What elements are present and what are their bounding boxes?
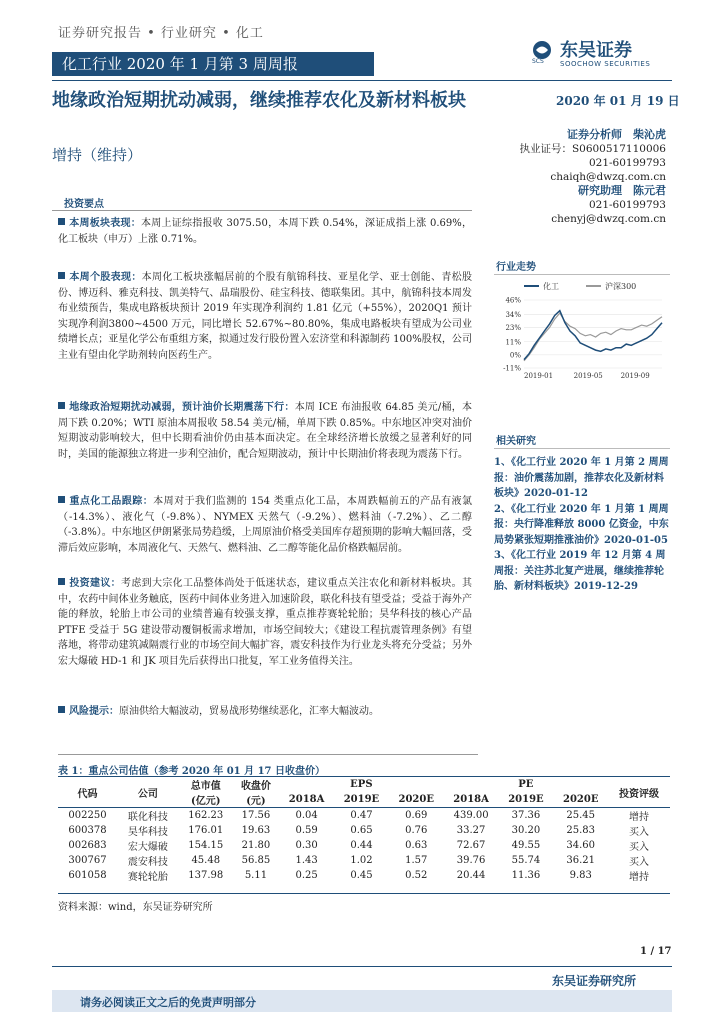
para-body: 本周对于我们监测的 154 类重点化工品，本周跌幅前五的产品有液氯（-14.3%）、液化气（-9.8%）、NYMEX 天然气（-9.2%）、燃料油（-7.2%）、乙二醇（-3.8%）。中东地区伊朗紧张局势趋缓，上周原油价格受美国库存超预期的影响大幅回落，受滞后效应影响，本周液化气、天然气、燃料油、乙二醇等能化品价格跌幅居前。 [58, 496, 472, 554]
assistant-phone: 021-60199793 [588, 199, 666, 211]
brand-logo [530, 36, 680, 76]
col-price-unit: (元) [246, 796, 266, 807]
table-cell: 39.76 [456, 855, 486, 866]
para-head: 地缘政治短期扰动减弱，预计油价长期震荡下行： [69, 402, 295, 413]
table-cell: 36.21 [566, 855, 596, 866]
para-head: 投资建议： [69, 578, 121, 589]
para-oil [58, 400, 472, 462]
table-cell: 0.25 [295, 870, 318, 881]
table-row [58, 838, 670, 853]
col-pe: PE [518, 779, 534, 790]
para-body: 本周 ICE 布油报收 64.85 美元/桶，本周下跌 0.20%；WTI 原油本周报收 58.54 美元/桶，单周下跌 0.85%。中东地区冲突对油价短期波动影响较大，但中长期看油价仍由基本面决定。在全球经济增长放缓之显著利好的同时，美国的能源独立将进一步利空油价，配合短期波动，预计中长期油价将表现为震荡下行。 [58, 402, 473, 460]
analyst-email: chaiqh@dwzq.com.cn [550, 171, 666, 183]
para-advice [58, 576, 472, 669]
table-cell: 0.69 [405, 810, 428, 821]
para-body: 考虑到大宗化工品整体尚处于低迷状态，建议重点关注农化和新材料板块。其中，农药中间体业务触底，医药中间体业务进入加速阶段，联化科技有望受益；受益于海外产能的释放，轮胎上市公司的业绩普遍有较强支撑，重点推荐赛轮轮胎；昊华科技的核心产品 PTFE 受益于 5G 建设带动覆铜板需求增加，市场空间较大；《建设工程抗震管理条例》有望落地，将带动建筑减隔震行业的市场空间大幅扩容，震安科技作为行业龙头将充分受益；另外宏大爆破 HD-1 和 JK 项目先后获得出口批复，军工业务值得关注。 [58, 578, 472, 667]
col-code: 代码 [77, 788, 98, 800]
breadcrumb: 证券研究报告 • 行业研究 • 化工 [58, 26, 264, 41]
analyst-phone: 021-60199793 [588, 157, 666, 169]
table-cell: 17.56 [241, 810, 271, 821]
bullet-icon [58, 578, 65, 585]
table-cell: 0.45 [350, 870, 373, 881]
para-body: 本周上证综指报收 3075.50，本周下跌 0.54%，深证成指上涨 0.69%，化工板块（申万）上涨 0.71%。 [58, 218, 472, 245]
para-risk [58, 704, 472, 720]
table-row [58, 823, 670, 838]
col-price: 收盘价 [240, 781, 271, 792]
table-row [58, 868, 670, 883]
col-year: 2019E [508, 794, 544, 805]
key-points-title: 投资要点 [64, 199, 104, 210]
table-row [58, 808, 670, 824]
table-cell: 25.45 [566, 810, 596, 821]
related-text: 3、《化工行业 2019 年 12 月第 4 周周报：关注苏北复产进展，继续推荐轮胎、新材料板块》 [494, 550, 666, 592]
col-year: 2019E [343, 794, 380, 805]
table-cell: 联化科技 [127, 812, 168, 823]
related-title: 相关研究 [496, 436, 536, 447]
assistant-role: 研究助理 陈元君 [578, 184, 666, 197]
y-tick-label: 11% [505, 338, 521, 347]
table-cell: 1.43 [295, 855, 318, 866]
table-cell: 176.01 [188, 825, 224, 836]
disclaimer-note: 请务必阅读正文之后的免责声明部分 [80, 996, 256, 1009]
key-points-rule [52, 210, 472, 211]
related-date: 2020-01-12 [524, 488, 588, 499]
para-body: 原油供给大幅波动，贸易战形势继续恶化，汇率大幅波动。 [119, 706, 379, 717]
series-line-hs300 [524, 313, 662, 361]
x-tick-label: 2019-05 [573, 372, 603, 380]
logo-en: SOOCHOW SECURITIES [560, 60, 651, 68]
related-item[interactable] [494, 548, 672, 595]
table-cell: 0.04 [295, 810, 318, 821]
table-cell: 002250 [68, 810, 107, 821]
related-item[interactable] [494, 455, 672, 502]
table-cell: 0.65 [350, 825, 373, 836]
table-cell: 300767 [68, 855, 107, 866]
body-end-rule [58, 754, 478, 755]
col-rating: 投资评级 [619, 788, 660, 800]
table-cell: 0.47 [350, 810, 373, 821]
legend-label-chem: 化工 [543, 282, 559, 291]
table-row [58, 853, 670, 868]
col-eps: EPS [350, 779, 373, 790]
table-cell: 600378 [68, 825, 107, 836]
y-tick-label: 0% [509, 351, 521, 360]
table-cell: 增持 [629, 812, 650, 823]
table-cell: 30.20 [511, 825, 541, 836]
table-cell: 1.02 [350, 855, 373, 866]
col-year: 2018A [453, 794, 489, 805]
table-cell: 0.30 [295, 840, 318, 851]
col-mktcap: 总市值 [190, 781, 221, 792]
y-tick-label: 23% [505, 323, 521, 332]
table-source: 资料来源：wind，东吴证券研究所 [58, 902, 213, 913]
table-cell: 33.27 [456, 825, 486, 836]
footer-rule [52, 966, 672, 967]
table-cell: 56.85 [241, 855, 271, 866]
logo-cn: 东吴证券 [560, 40, 632, 61]
report-title: 地缘政治短期扰动减弱，继续推荐农化及新材料板块 [52, 90, 466, 111]
para-head: 重点化工品跟踪： [69, 496, 154, 507]
y-tick-label: 34% [505, 310, 521, 319]
table-cell: 11.36 [511, 870, 541, 881]
page-number: 1 / 17 [640, 946, 672, 957]
table-cell: 21.80 [241, 840, 271, 851]
col-year: 2018A [288, 794, 325, 805]
rating: 增持（维持） [52, 146, 143, 164]
valuation-table-title: 表 1：重点公司估值（参考 2020 年 01 月 17 日收盘价） [58, 766, 325, 777]
table-cell: 49.55 [511, 840, 541, 851]
analyst-cert: 执业证号：S0600517110006 [519, 143, 666, 155]
valuation-table [58, 776, 670, 883]
table-cell: 赛轮轮胎 [127, 872, 168, 883]
analyst-block [488, 128, 666, 226]
related-text: 1、《化工行业 2020 年 1 月第 2 周周报：油价震荡加剧，推荐农化及新材料板块》 [494, 457, 669, 499]
related-date: 2019-12-29 [574, 581, 638, 592]
related-list [494, 455, 672, 595]
para-body: 本周化工板块涨幅居前的个股有航锦科技、亚星化学、亚士创能、青松股份、博迈科、雅克科技、凯美特气、晶瑞股份、硅宝科技、德联集团。其中，航锦科技本周发布业绩预告，集成电路板块预计 2019 年实现净利润约 1.81 亿元（+55%），2020Q1 预计实现净利润3800~4500 万元，同比增长 52.67%~80.80%，集成电路板块有望成为公司业绩增长点；亚星化学公布重组方案，拟通过发行股份置入宏济堂和科源制药 100%股权，公司主业有望由化学助剂转向医药生产。 [58, 272, 473, 361]
bullet-icon [58, 706, 65, 713]
para-head: 风险提示： [69, 706, 119, 717]
table-cell: 震安科技 [127, 857, 168, 868]
assistant-email: chenyj@dwzq.com.cn [551, 213, 666, 225]
related-item[interactable] [494, 502, 672, 549]
table-cell: 0.52 [405, 870, 428, 881]
table-cell: 72.67 [456, 840, 486, 851]
para-head: 本周板块表现： [69, 218, 142, 229]
bullet-icon [58, 272, 65, 279]
table-cell: 137.98 [188, 870, 224, 881]
header-rule [52, 80, 672, 81]
table-cell: 宏大爆破 [127, 842, 168, 853]
table-cell: 002683 [68, 840, 107, 851]
col-year: 2020E [562, 794, 599, 805]
para-sector [58, 216, 472, 247]
table-cell: 34.60 [566, 840, 596, 851]
table-cell: 55.74 [511, 855, 541, 866]
related-date: 2020-01-05 [604, 534, 668, 546]
related-rule [494, 448, 670, 449]
table-cell: 昊华科技 [127, 827, 168, 838]
table-cell: 0.59 [295, 825, 318, 836]
table-cell: 5.11 [244, 870, 268, 881]
table-cell: 0.44 [350, 840, 373, 851]
table-cell: 19.63 [241, 825, 271, 836]
col-year: 2020E [398, 794, 434, 805]
bullet-icon [58, 402, 65, 409]
logo-mark-text: SCS [532, 58, 544, 65]
x-tick-label: 2019-09 [620, 372, 650, 380]
table-cell: 45.48 [191, 855, 221, 866]
footer-org: 东吴证券研究所 [552, 974, 637, 988]
report-line: 化工行业 2020 年 1 月第 3 周周报 [52, 52, 374, 76]
y-tick-label: 46% [505, 296, 521, 305]
analyst-role: 证券分析师 柴沁虎 [567, 128, 666, 141]
y-tick-label: -11% [503, 364, 521, 373]
trend-rule [494, 274, 670, 275]
table-cell: 20.44 [456, 870, 486, 881]
para-head: 本周个股表现： [69, 272, 142, 283]
x-tick-label: 2019-01 [524, 372, 554, 380]
para-stocks [58, 270, 472, 363]
trend-chart [494, 276, 670, 386]
table-cell: 439.00 [453, 810, 489, 821]
related-text: 2、《化工行业 2020 年 1 月第 1 周周报：央行降准释放 8000 亿资金，中东局势紧张短期推涨油价》 [494, 503, 669, 546]
table-cell: 25.83 [566, 825, 596, 836]
col-company: 公司 [137, 788, 158, 800]
bullet-icon [58, 218, 65, 225]
trend-title: 行业走势 [496, 262, 536, 273]
table-cell: 增持 [629, 872, 650, 883]
table-cell: 601058 [68, 870, 107, 881]
table-cell: 0.63 [405, 840, 428, 851]
para-chemicals [58, 494, 472, 556]
table-end-rule [58, 893, 670, 894]
col-mktcap-unit: (亿元) [191, 796, 221, 807]
table-cell: 买入 [629, 857, 650, 868]
table-cell: 162.23 [188, 810, 224, 821]
report-date: 2020 年 01 月 19 日 [556, 94, 680, 108]
table-cell: 37.36 [511, 810, 541, 821]
table-cell: 0.76 [405, 825, 428, 836]
table-cell: 买入 [629, 827, 650, 838]
bullet-icon [58, 496, 65, 503]
table-cell: 1.57 [405, 855, 428, 866]
table-cell: 9.83 [569, 870, 592, 881]
table-cell: 154.15 [188, 840, 224, 851]
legend-label-hs300: 沪深300 [605, 282, 637, 291]
table-cell: 买入 [629, 842, 650, 853]
